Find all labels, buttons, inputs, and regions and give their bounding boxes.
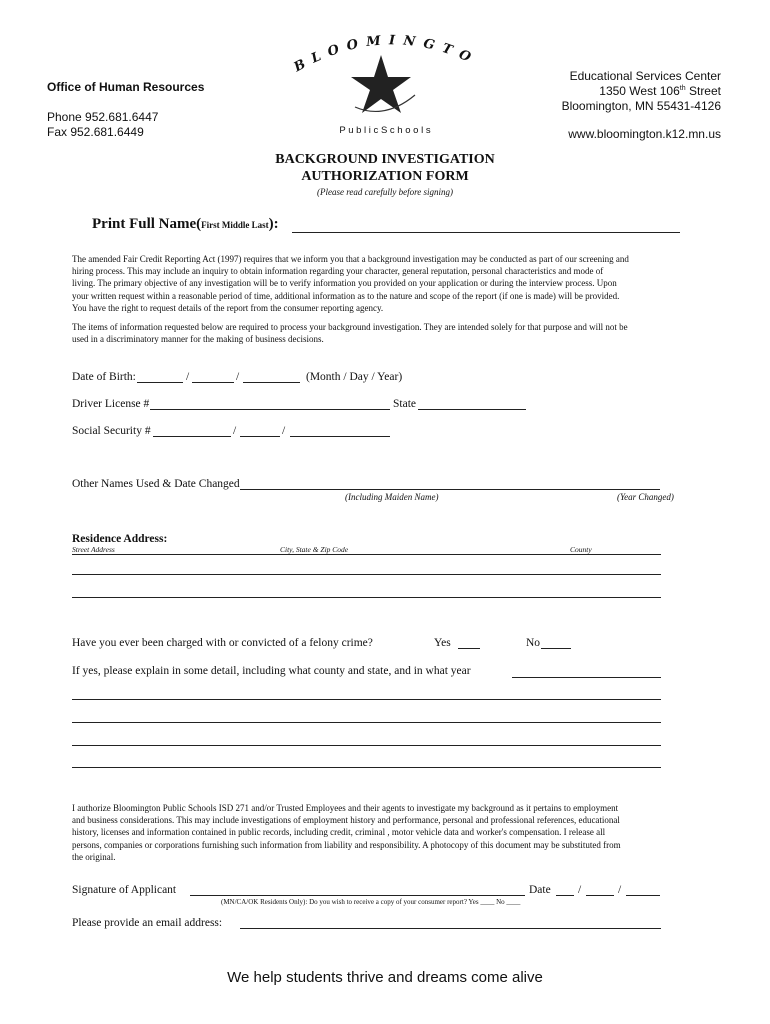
- star-logo-icon: [285, 25, 485, 137]
- ssn-part2-field[interactable]: [240, 436, 280, 437]
- intro-paragraph: [72, 253, 722, 314]
- district-logo: [285, 25, 485, 137]
- residence-title: Residence Address:: [72, 533, 168, 545]
- dob-label: Date of Birth:: [72, 371, 136, 383]
- purpose-paragraph: [72, 321, 722, 345]
- fax-number: Fax 952.681.6449: [47, 125, 144, 139]
- felony-question: Have you ever been charged with or convicted of a felony crime?: [72, 637, 373, 649]
- full-name-hint: First Middle Last: [201, 220, 269, 230]
- felony-explain-line-2[interactable]: [72, 699, 661, 700]
- authorization-line: history, licenses and information contained in public records, including credit, criminal , motor vehicle data and worker's compensation. I release all: [72, 827, 606, 838]
- intro-line: your written request within a reasonable period of time, additional information as to the nature and scope of the report (if one is made) will be provided.: [72, 290, 620, 301]
- authorization-line: I authorize Bloomington Public Schools ISD 271 and/or Trusted Employees and their agents to investigate my background as it pertains to employment: [72, 803, 619, 813]
- driver-license-label: Driver License #: [72, 398, 150, 410]
- dob-year-field[interactable]: [243, 382, 300, 383]
- residence-line-3[interactable]: [72, 597, 661, 598]
- state-field[interactable]: [418, 409, 526, 410]
- city-zip-hint: City, State & Zip Code: [280, 545, 349, 554]
- dob-day-field[interactable]: [192, 382, 234, 383]
- felony-yes-label: Yes: [434, 637, 451, 649]
- authorization-line: and business considerations. This may include investigations of employment history and performance, personal and professional references, educational: [72, 815, 620, 826]
- ssn-label: Social Security #: [72, 425, 151, 437]
- intro-line: hiring process. This may include an inquiry to obtain information regarding your character, general reputation, personal characteristics and mode of: [72, 266, 604, 277]
- purpose-line: used in a discriminatory manner for the making of business decisions.: [72, 334, 324, 345]
- intro-line: You have the right to request details of the report from the consumer reporting agency.: [72, 302, 384, 313]
- signature-label: Signature of Applicant: [72, 884, 177, 896]
- full-name-label-suffix: ):: [268, 216, 279, 232]
- street-ordinal: th: [679, 85, 686, 92]
- form-title-note: (Please read carefully before signing): [317, 187, 453, 197]
- maiden-name-hint: (Including Maiden Name): [345, 492, 439, 502]
- phone-number: Phone 952.681.6447: [47, 110, 159, 124]
- authorization-line: persons, companies or corporations furnishing such information from liability and responsibility. A photocopy of this document may be substituted from: [72, 839, 621, 850]
- ssn-part1-field[interactable]: [153, 436, 231, 437]
- felony-no-label: No: [526, 637, 541, 649]
- other-names-label: Other Names Used & Date Changed: [72, 478, 240, 490]
- dob-format-hint: (Month / Day / Year): [306, 371, 403, 383]
- full-name-field[interactable]: [292, 232, 680, 233]
- logo-subtitle: P u b l i c S c h o o l s: [339, 125, 431, 136]
- ssn-part3-field[interactable]: [290, 436, 390, 437]
- felony-explain-line-1[interactable]: [512, 677, 661, 678]
- signature-field[interactable]: [190, 895, 525, 896]
- date-year-field[interactable]: [626, 895, 660, 896]
- authorization-paragraph: [72, 802, 722, 863]
- felony-explain-line-3[interactable]: [72, 722, 661, 723]
- authorization-line: the original.: [72, 851, 116, 862]
- residence-line-2[interactable]: [72, 574, 661, 575]
- form-title-line1: BACKGROUND INVESTIGATION: [275, 152, 495, 167]
- date-month-field[interactable]: [556, 895, 574, 896]
- copy-report-note: (MN/CA/OK Residents Only): Do you wish to receive a copy of your consumer report? Yes ____ No ____: [221, 898, 521, 906]
- felony-explain-line-4[interactable]: [72, 745, 661, 746]
- other-names-field[interactable]: [240, 489, 660, 490]
- date-slash: /: [578, 884, 582, 896]
- street-address-hint: Street Address: [72, 545, 115, 554]
- full-name-label: [92, 216, 279, 233]
- office-title: Office of Human Resources: [47, 80, 205, 94]
- full-name-label-text: Print Full Name(: [92, 216, 202, 232]
- logo-wordmark: BLOOMINGTO: [291, 33, 481, 76]
- driver-license-field[interactable]: [150, 409, 390, 410]
- date-day-field[interactable]: [586, 895, 614, 896]
- residence-line-1[interactable]: [72, 554, 661, 555]
- purpose-line: The items of information requested below are required to process your background investigation. They are intended solely for that purpose and will not be: [72, 322, 628, 332]
- email-field[interactable]: [240, 928, 661, 929]
- street-number: 1350 West 106: [599, 84, 680, 98]
- center-name: Educational Services Center: [569, 69, 721, 83]
- street-name: Street: [685, 84, 721, 98]
- dob-slash: /: [236, 371, 240, 383]
- state-label: State: [393, 398, 416, 410]
- felony-explain-line-5[interactable]: [72, 767, 661, 768]
- date-slash: /: [618, 884, 622, 896]
- center-street: [599, 84, 721, 98]
- county-hint: County: [570, 545, 592, 554]
- ssn-slash: /: [282, 425, 286, 437]
- intro-line: living. The primary objective of any investigation will be to verify information you provided on your application or during the interview process. Upon: [72, 278, 617, 289]
- form-title-line2: AUTHORIZATION FORM: [301, 169, 469, 184]
- email-label: Please provide an email address:: [72, 917, 223, 929]
- dob-slash: /: [186, 371, 190, 383]
- website-link[interactable]: www.bloomington.k12.mn.us: [568, 127, 721, 141]
- center-city: Bloomington, MN 55431-4126: [561, 99, 721, 113]
- year-changed-hint: (Year Changed): [617, 492, 674, 502]
- dob-month-field[interactable]: [137, 382, 183, 383]
- intro-line: The amended Fair Credit Reporting Act (1997) requires that we inform you that a background investigation may be conducted as part of our screening and: [72, 254, 629, 264]
- footer-tagline: We help students thrive and dreams come alive: [227, 969, 543, 986]
- signature-date-label: Date: [529, 884, 551, 896]
- felony-explain-label: If yes, please explain in some detail, including what county and state, and in what year: [72, 665, 471, 677]
- ssn-slash: /: [233, 425, 237, 437]
- felony-no-field[interactable]: [541, 648, 571, 649]
- felony-yes-field[interactable]: [458, 648, 480, 649]
